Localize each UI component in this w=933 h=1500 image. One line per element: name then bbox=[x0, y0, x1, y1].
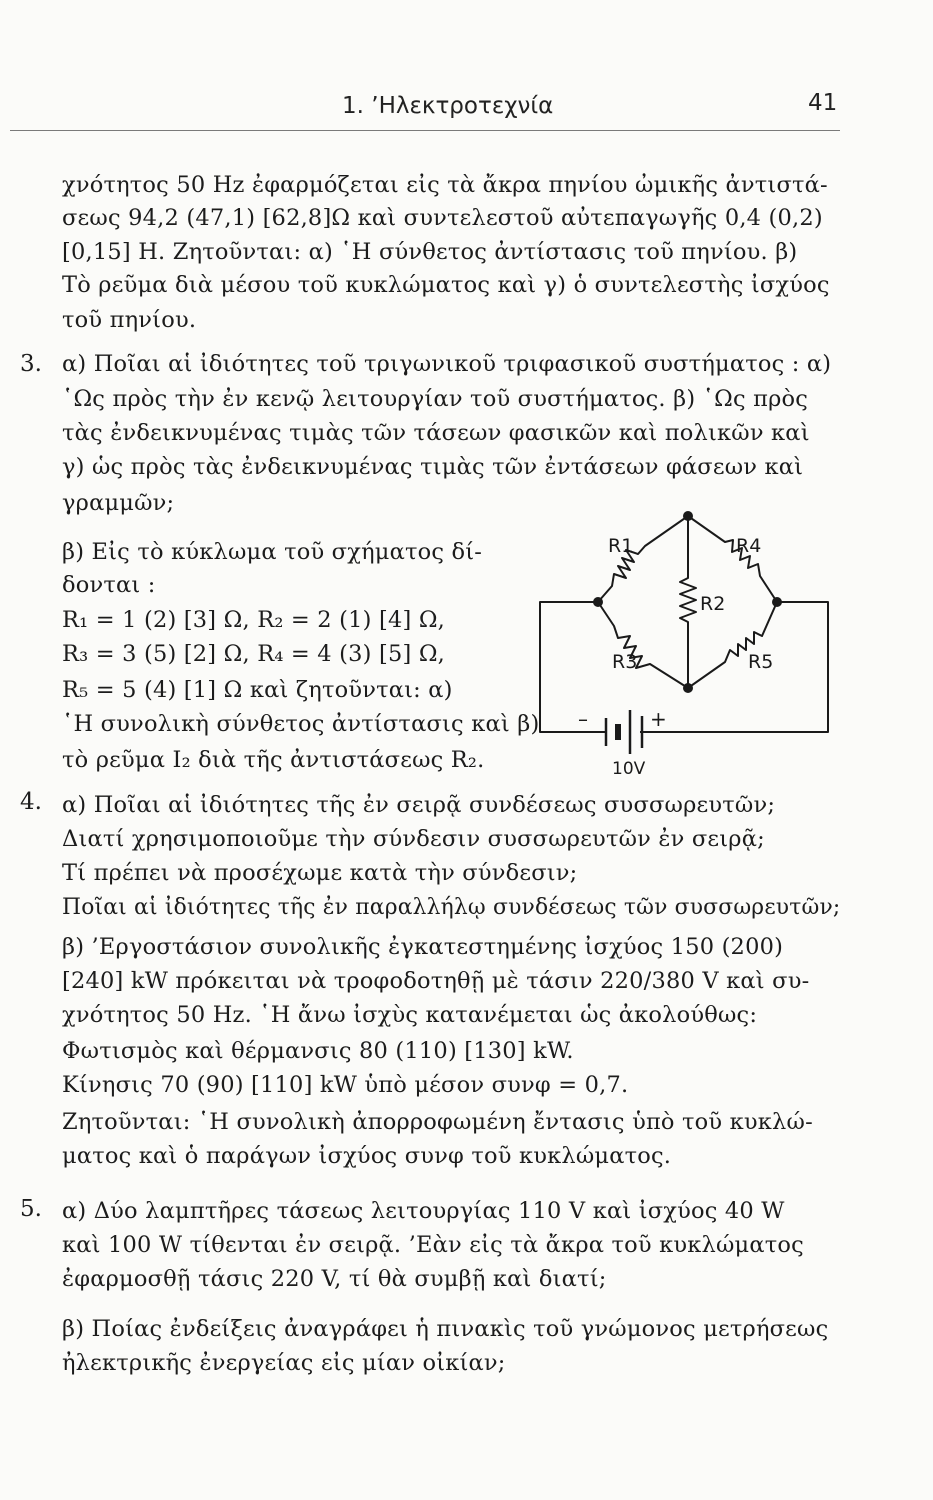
intro-line: Τὸ ρεῦμα διὰ μέσου τοῦ κυκλώματος καὶ γ) ὁ συντελεστὴς ἰσχύος bbox=[62, 272, 830, 298]
battery-minus-label: – bbox=[578, 707, 588, 731]
chapter-header: 1. ’Ηλεκτροτεχνία bbox=[342, 93, 554, 119]
intro-line: τοῦ πηνίου. bbox=[62, 307, 197, 333]
question-number-4: 4. bbox=[20, 789, 42, 815]
wire-left bbox=[540, 602, 598, 732]
intro-line: χνότητος 50 Hz ἐφαρμόζεται εἰς τὰ ἄκρα πηνίου ὠμικῆς ἀντιστά- bbox=[62, 172, 828, 198]
r4-label: R4 bbox=[736, 535, 762, 557]
q4-line: Κίνησις 70 (90) [110] kW ὑπὸ μέσον συνφ = 0,7. bbox=[62, 1072, 629, 1098]
intro-line: σεως 94,2 (47,1) [62,8]Ω καὶ συντελεστοῦ αὐτεπαγωγῆς 0,4 (0,2) bbox=[62, 205, 823, 231]
q3-line: ῾Ως πρὸς τὴν ἐν κενῷ λειτουργίαν τοῦ συστήματος. β) ῾Ως πρὸς bbox=[62, 386, 809, 412]
q5-line: καὶ 100 W τίθενται ἐν σειρᾷ. ’Εὰν εἰς τὰ ἄκρα τοῦ κυκλώματος bbox=[62, 1232, 804, 1258]
resistor-r4 bbox=[688, 516, 777, 602]
resistor-r1 bbox=[598, 516, 688, 602]
q3-b-line: ῾Η συνολικὴ σύνθετος ἀντίστασις καὶ β) bbox=[62, 711, 540, 737]
q3-line: γραμμῶν; bbox=[62, 490, 175, 516]
q4-line: [240] kW πρόκειται νὰ τροφοδοτηθῇ μὲ τάσιν 220/380 V καὶ συ- bbox=[62, 968, 810, 994]
voltage-label: 10V bbox=[612, 759, 646, 779]
q3-line: α) Ποῖαι αἱ ἰδιότητες τοῦ τριγωνικοῦ τριφασικοῦ συστήματος : α) bbox=[62, 351, 832, 377]
node-left bbox=[593, 597, 603, 607]
q4-line: Ζητοῦνται: ῾Η συνολικὴ ἀπορροφωμένη ἔντασις ὑπὸ τοῦ κυκλώ- bbox=[62, 1109, 813, 1135]
q4-line: ματος καὶ ὁ παράγων ἰσχύος συνφ τοῦ κυκλώματος. bbox=[62, 1143, 672, 1169]
q3-b-line: R₅ = 5 (4) [1] Ω καὶ ζητοῦνται: α) bbox=[62, 677, 453, 703]
node-bottom bbox=[683, 683, 693, 693]
resistor-r2 bbox=[680, 516, 696, 688]
q3-b-line: τὸ ρεῦμα I₂ διὰ τῆς ἀντιστάσεως R₂. bbox=[62, 747, 485, 773]
q4-line: α) Ποῖαι αἱ ἰδιότητες τῆς ἐν σειρᾷ συνδέσεως συσσωρευτῶν; bbox=[62, 792, 776, 818]
q5-line: ἠλεκτρικῆς ἐνεργείας εἰς μίαν οἰκίαν; bbox=[62, 1350, 506, 1376]
q3-b-line: δονται : bbox=[62, 572, 156, 598]
q5-line: β) Ποίας ἐνδείξεις ἀναγράφει ἡ πινακὶς τοῦ γνώμονος μετρήσεως bbox=[62, 1316, 829, 1342]
q5-line: α) Δύο λαμπτῆρες τάσεως λειτουργίας 110 V καὶ ἰσχύος 40 W bbox=[62, 1198, 785, 1224]
q4-line: χνότητος 50 Hz. ῾Η ἄνω ἰσχὺς κατανέμεται ὡς ἀκολούθως: bbox=[62, 1002, 758, 1028]
q5-line: ἐφαρμοσθῇ τάσις 220 V, τί θὰ συμβῇ καὶ διατί; bbox=[62, 1266, 607, 1292]
q4-line: Φωτισμὸς καὶ θέρμανσις 80 (110) [130] kW. bbox=[62, 1038, 574, 1064]
q3-line: τὰς ἐνδεικνυμένας τιμὰς τῶν τάσεων φασικῶν καὶ πολικῶν καὶ bbox=[62, 420, 810, 446]
page-number: 41 bbox=[808, 90, 838, 116]
r5-label: R5 bbox=[748, 651, 774, 673]
node-right bbox=[772, 597, 782, 607]
q4-line: Ποῖαι αἱ ἰδιότητες τῆς ἐν παραλλήλῳ συνδέσεως τῶν συσσωρευτῶν; bbox=[62, 894, 841, 920]
node-top bbox=[683, 511, 693, 521]
header-rule bbox=[10, 130, 840, 131]
q3-b-line: β) Εἰς τὸ κύκλωμα τοῦ σχήματος δί- bbox=[62, 539, 483, 565]
r1-label: R1 bbox=[608, 535, 634, 557]
battery-plus-label: + bbox=[650, 707, 667, 731]
q3-b-line: R₁ = 1 (2) [3] Ω, R₂ = 2 (1) [4] Ω, bbox=[62, 607, 446, 633]
q3-b-line: R₃ = 3 (5) [2] Ω, R₄ = 4 (3) [5] Ω, bbox=[62, 641, 446, 667]
intro-line: [0,15] H. Ζητοῦνται: α) ῾Η σύνθετος ἀντίστασις τοῦ πηνίου. β) bbox=[62, 239, 798, 265]
question-number-3: 3. bbox=[20, 351, 42, 377]
bridge-circuit-diagram bbox=[530, 500, 840, 800]
q4-line: Διατί χρησιμοποιοῦμε τὴν σύνδεσιν συσσωρευτῶν ἐν σειρᾷ; bbox=[62, 826, 765, 852]
q3-line: γ) ὡς πρὸς τὰς ἐνδεικνυμένας τιμὰς τῶν ἐντάσεων φάσεων καὶ bbox=[62, 454, 804, 480]
r2-label: R2 bbox=[700, 593, 726, 615]
wire-right bbox=[640, 602, 828, 732]
r3-label: R3 bbox=[612, 651, 638, 673]
q4-line: β) ’Εργοστάσιον συνολικῆς ἐγκατεστημένης ἰσχύος 150 (200) bbox=[62, 934, 784, 960]
q4-line: Τί πρέπει νὰ προσέχωμε κατὰ τὴν σύνδεσιν; bbox=[62, 860, 578, 886]
resistor-r3 bbox=[598, 602, 688, 688]
question-number-5: 5. bbox=[20, 1196, 42, 1222]
